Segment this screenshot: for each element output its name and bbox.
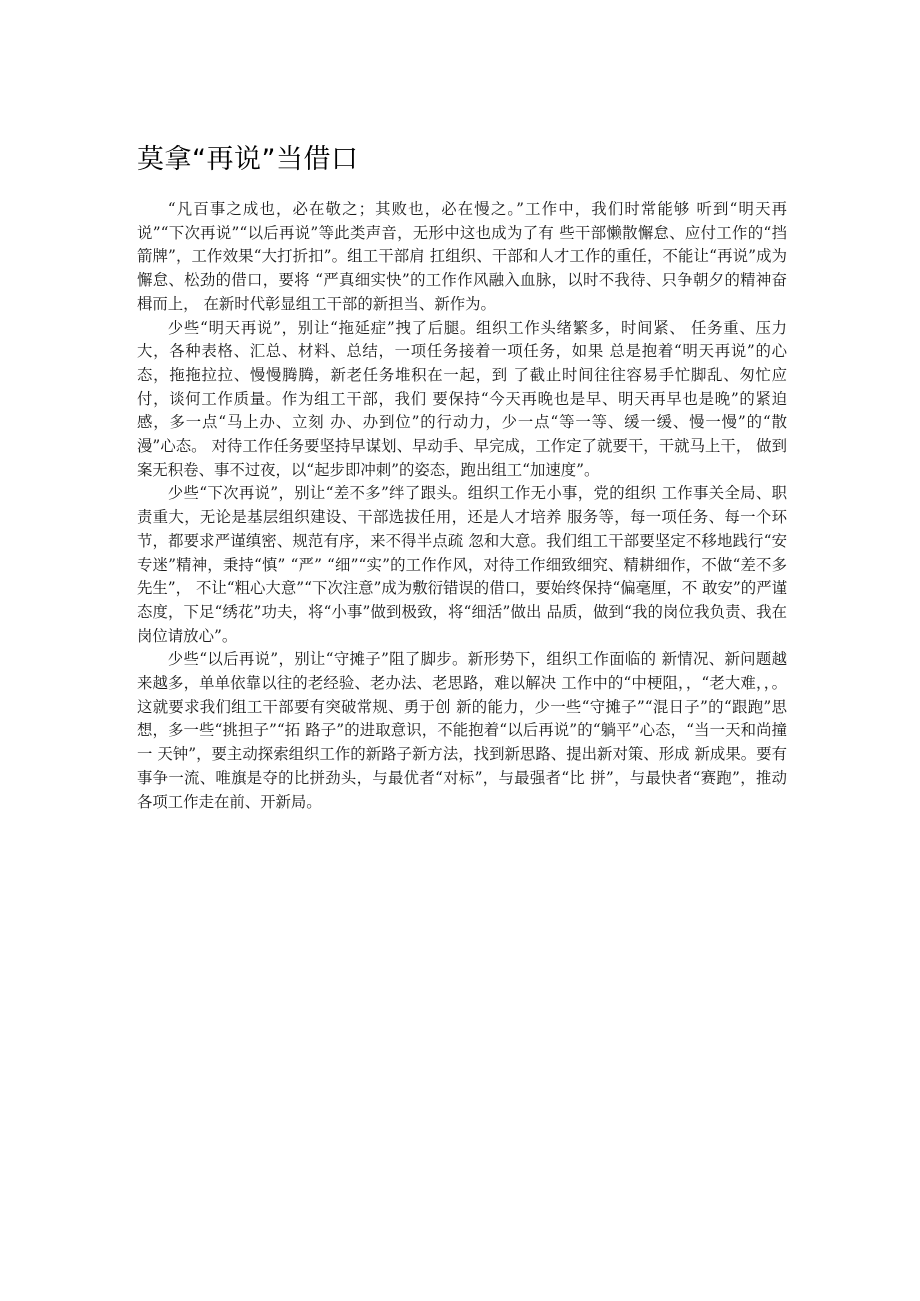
document-body xyxy=(137,198,787,814)
paragraph-intro: “凡百事之成也，必在敬之；其败也，必在慢之。”工作中，我们时常能够 听到“明天再说”“下次再说”“以后再说”等此类声音，无形中这也成为了有 些干部懒散懈怠、应付工作的“挡箭牌”，工作效果“大打折扣”。组工干部肩 扛组织、干部和人才工作的重任，不能让“再说”成为懈怠、松劲的借口，要将 “严真细实快”的工作作风融入血脉，以时不我待、只争朝夕的精神奋楫而上， 在新时代彰显组工干部的新担当、新作为。 xyxy=(137,200,787,313)
paragraph-later: 少些“以后再说”，别让“守摊子”阻了脚步。新形势下，组织工作面临的 新情况、新问题越来越多，单单依靠以往的老经验、老办法、老思路，难以解决 工作中的“中梗阻，，“老大难，，。这就要求我们组工干部要有突破常规、勇于创 新的能力，少一些“守摊子”“混日子”的“跟跑”思想，多一些“挑担子”“拓 路子”的进取意识，不能抱着“以后再说”的“躺平”心态，“当一天和尚撞一 天钟”，要主动探索组织工作的新路子新方法，找到新思路、提出新对策、形成 新成果。要有事争一流、唯旗是夺的比拼劲头，与最优者“对标”，与最强者“比 拼”，与最快者“赛跑”，推动各项工作走在前、开新局。 xyxy=(137,650,787,811)
paragraph-tomorrow: 少些“明天再说”，别让“拖延症”拽了后腿。组织工作头绪繁多，时间紧、 任务重、压力大，各种表格、汇总、材料、总结，一项任务接着一项任务，如果 总是抱着“明天再说”的心态，拖拖拉拉、慢慢腾腾，新老任务堆积在一起，到 了截止时间往往容易手忙脚乱、匆忙应付，谈何工作质量。作为组工干部，我们 要保持“今天再晚也是早、明天再早也是晚”的紧迫感，多一点“马上办、立刻 办、办到位”的行动力，少一点“等一等、缓一缓、慢一慢”的“散漫”心态。 对待工作任务要坚持早谋划、早动手、早完成，工作定了就要干，干就马上干， 做到案无积卷、事不过夜，以“起步即冲刺”的姿态，跑出组工“加速度”。 xyxy=(137,318,787,479)
paragraph-next-time: 少些“下次再说”，别让“差不多”绊了跟头。组织工作无小事，党的组织 工作事关全局、职责重大，无论是基层组织建设、干部选拔任用，还是人才培养 服务等，每一项任务、每一个环节，都要求严谨缜密、规范有序，来不得半点疏 忽和大意。我们组工干部要坚定不移地践行“安专迷”精神，秉持“慎” “严” “细”“实”的工作作风，对待工作细致细究、精耕细作，不做“差不多先生”， 不让“粗心大意”“下次注意”成为敷衍错误的借口，要始终保持“偏毫厘，不 敢安”的严谨态度，下足“绣花”功夫，将“小事”做到极致，将“细活”做出 品质，做到“我的岗位我负责、我在岗位请放心”。 xyxy=(137,484,787,645)
document-title: 莫拿“再说”当借口 xyxy=(137,144,359,175)
